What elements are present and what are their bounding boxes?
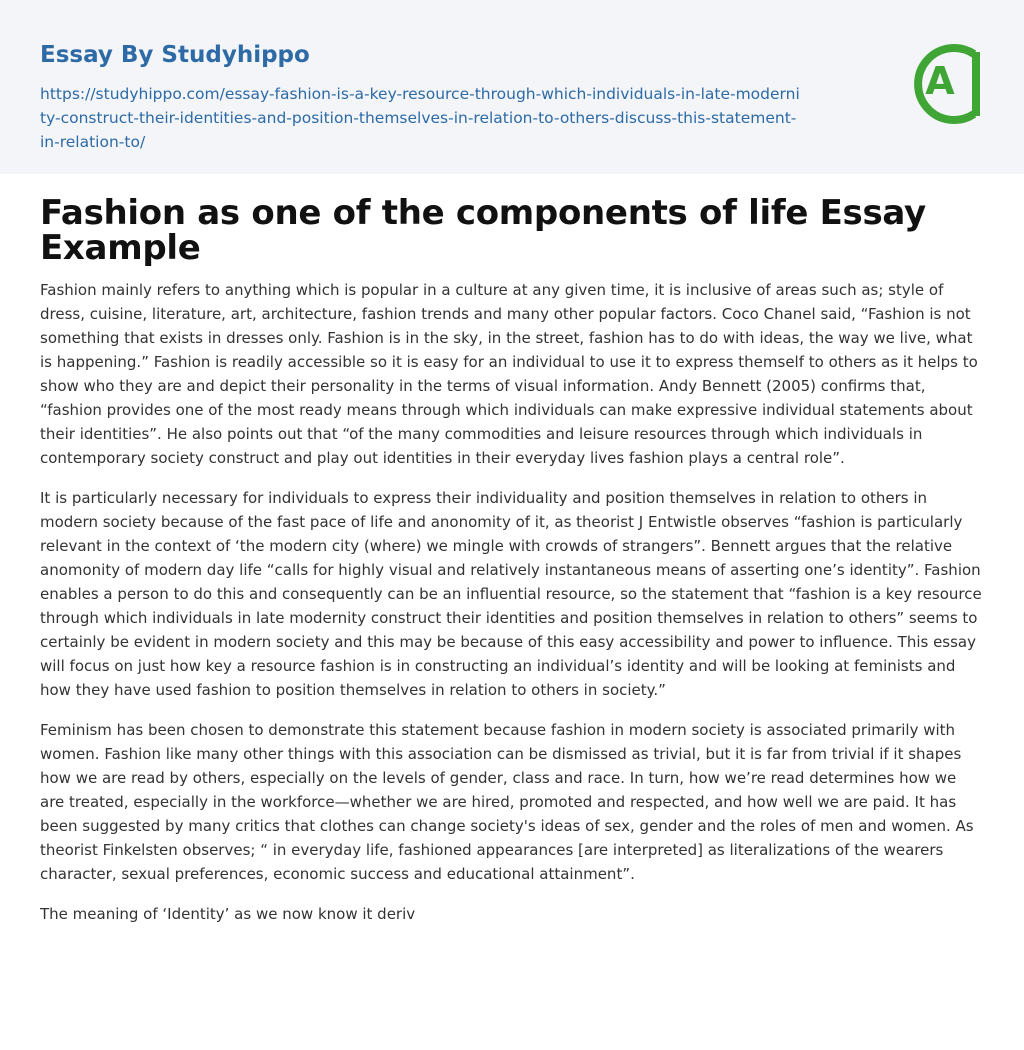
essay-paragraph-1: Fashion mainly refers to anything which is popular in a culture at any given time, it is inclusive of areas such as; style of dress, cuisine, literature, art, architecture, fashion trends and many other popular factors. Coco Chanel said, “Fashion is not something that exists in dresses only. Fashion is in the sky, in the street, fashion has to do with ideas, the way we live, what is happening.” Fashion is readily accessible so it is easy for an individual to use it to express themself to others as it helps to show who they are and depict their personality in the terms of visual information. Andy Bennett (2005) confirms that, “fashion provides one of the most ready means through which individuals can make expressive individual statements about their identities”. He also points out that “of the many commodities and leisure resources through which individuals in contemporary society construct and play out identities in their everyday lives fashion plays a central role”.	[40, 281, 978, 467]
essay-paragraph-2: It is particularly necessary for individuals to express their individuality and position themselves in relation to others in modern society because of the fast pace of life and anonomity of it, as theorist J Entwistle observes “fashion is particularly relevant in the context of ‘the modern city (where) we mingle with crowds of strangers”. Bennett argues that the relative anomonity of modern day life “calls for highly visual and relatively instantaneous means of asserting one’s identity”. Fashion enables a person to do this and consequently can be an influential resource, so the statement that “fashion is a key resource through which individuals in late modernity construct their identities and position themselves in relation to others” seems to certainly be evident in modern society and this may be because of this easy accessibility and power to influence. This essay will focus on just how key a resource fashion is in constructing an individual’s identity and will be looking at feminists and how they have used fashion to position themselves in relation to others in society.”	[40, 489, 982, 699]
logo-letter: A	[925, 59, 955, 103]
grade-a-logo-icon[interactable]	[912, 42, 984, 126]
essay-paragraph-3: Feminism has been chosen to demonstrate this statement because fashion in modern society is associated primarily with women. Fashion like many other things with this association can be dismissed as trivial, but it is far from trivial if it shapes how we are read by others, especially on the levels of gender, class and race. In turn, how we’re read determines how we are treated, especially in the workforce—whether we are hired, promoted and respected, and how well we are paid. It has been suggested by many critics that clothes can change society's ideas of sex, gender and the roles of men and women. As theorist Finkelsten observes; “ in everyday life, fashioned appearances [are interpreted] as literalizations of the wearers character, sexual preferences, economic success and educational attainment”.	[40, 721, 974, 883]
source-url-link[interactable]: https://studyhippo.com/essay-fashion-is-a-key-resource-through-which-individuals-in-late-modernity-construct-their-identities-and-position-themselves-in-relation-to-others-discuss-this-statement-in-relation-to/	[40, 85, 800, 151]
site-header	[0, 0, 1024, 174]
article-content	[0, 174, 1024, 926]
brand-title[interactable]: Essay By Studyhippo	[40, 42, 310, 68]
essay-title: Fashion as one of the components of life Essay Example	[40, 193, 926, 268]
essay-paragraph-4: The meaning of ‘Identity’ as we now know it deriv	[40, 905, 416, 923]
